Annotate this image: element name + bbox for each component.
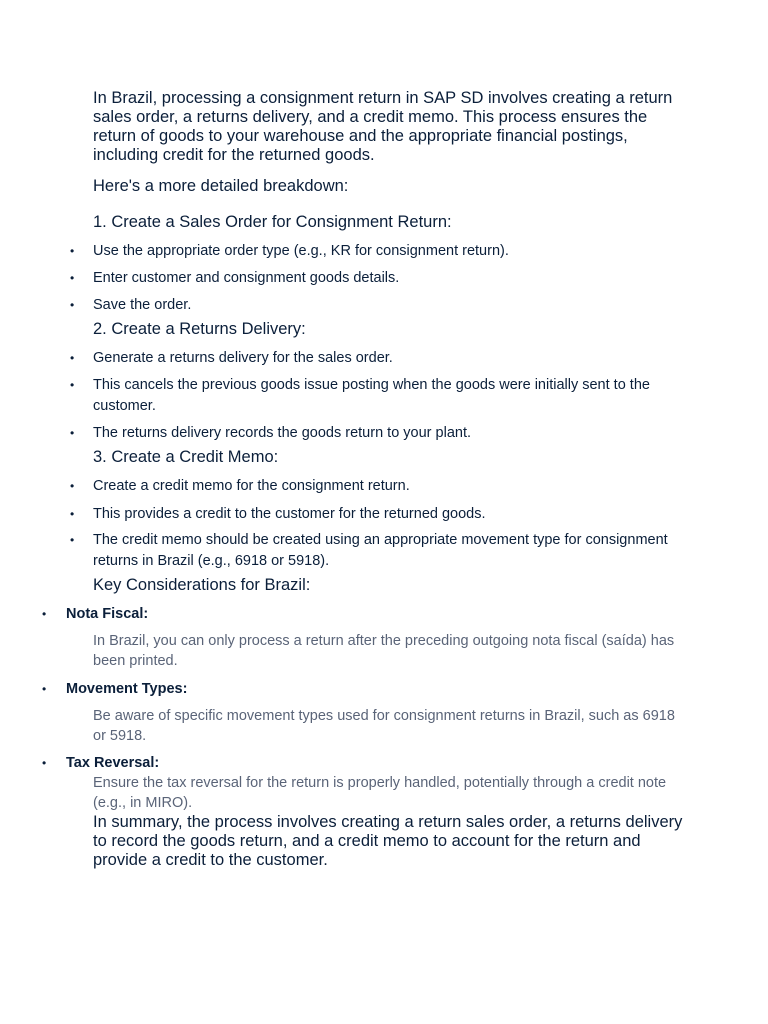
- bullet-icon: •: [70, 479, 75, 493]
- bullet-icon: •: [70, 533, 75, 547]
- summary-paragraph: In summary, the process involves creating a return sales order, a returns delivery to record the goods return, and a credit memo to account for the return and provide a credit to the customer.: [93, 813, 683, 869]
- list-item: [70, 375, 673, 417]
- consideration-title: [42, 604, 149, 624]
- bullet-icon: •: [70, 507, 75, 521]
- list-item: [70, 348, 673, 369]
- bullet-icon: •: [70, 298, 75, 312]
- consideration-text: Be aware of specific movement types used for consignment returns in Brazil, such as 6918 or 5918.: [93, 708, 675, 744]
- list-item: [70, 504, 673, 525]
- list-item-text: Use the appropriate order type (e.g., KR for consignment return).: [93, 243, 509, 259]
- step-3-heading: 3. Create a Credit Memo:: [93, 448, 279, 466]
- list-item-text: Generate a returns delivery for the sales order.: [93, 350, 393, 366]
- bullet-icon: •: [70, 351, 75, 365]
- list-item: [70, 530, 673, 572]
- list-item-text: This cancels the previous goods issue posting when the goods were initially sent to the customer.: [93, 377, 650, 414]
- consideration-text: Ensure the tax reversal for the return is properly handled, potentially through a credit note (e.g., in MIRO).: [93, 775, 667, 811]
- consideration-title-text: Nota Fiscal:: [66, 606, 149, 622]
- list-item: [70, 295, 673, 316]
- list-item: [70, 476, 673, 497]
- consideration-title-text: Tax Reversal:: [66, 755, 160, 771]
- bullet-icon: •: [42, 607, 47, 621]
- list-item-text: Save the order.: [93, 297, 192, 313]
- list-item-text: The credit memo should be created using an appropriate movement type for consignment returns in Brazil (e.g., 6918 or 5918).: [93, 532, 668, 569]
- list-item: [70, 241, 673, 262]
- key-considerations-heading: Key Considerations for Brazil:: [93, 576, 311, 594]
- bullet-icon: •: [70, 271, 75, 285]
- intro-paragraph: In Brazil, processing a consignment return in SAP SD involves creating a return sales order, a returns delivery, and a credit memo. This process ensures the return of goods to your warehouse and the appropriate financial postings, including credit for the returned goods.: [93, 89, 673, 164]
- list-item-text: Enter customer and consignment goods details.: [93, 270, 400, 286]
- breakdown-label: Here's a more detailed breakdown:: [93, 177, 349, 195]
- bullet-icon: •: [42, 756, 47, 770]
- list-item-text: This provides a credit to the customer for the returned goods.: [93, 506, 486, 522]
- step-2-heading: 2. Create a Returns Delivery:: [93, 320, 306, 338]
- consideration-title-text: Movement Types:: [66, 681, 188, 697]
- bullet-icon: •: [70, 426, 75, 440]
- list-item-text: The returns delivery records the goods return to your plant.: [93, 425, 471, 441]
- bullet-icon: •: [42, 682, 47, 696]
- bullet-icon: •: [70, 378, 75, 392]
- consideration-title: [42, 679, 188, 699]
- bullet-icon: •: [70, 244, 75, 258]
- list-item: [70, 423, 673, 444]
- consideration-title: [42, 753, 160, 773]
- list-item-text: Create a credit memo for the consignment return.: [93, 478, 410, 494]
- consideration-text: In Brazil, you can only process a return after the preceding outgoing nota fiscal (saída) has been printed.: [93, 633, 675, 669]
- step-1-heading: 1. Create a Sales Order for Consignment Return:: [93, 213, 452, 231]
- list-item: [70, 268, 673, 289]
